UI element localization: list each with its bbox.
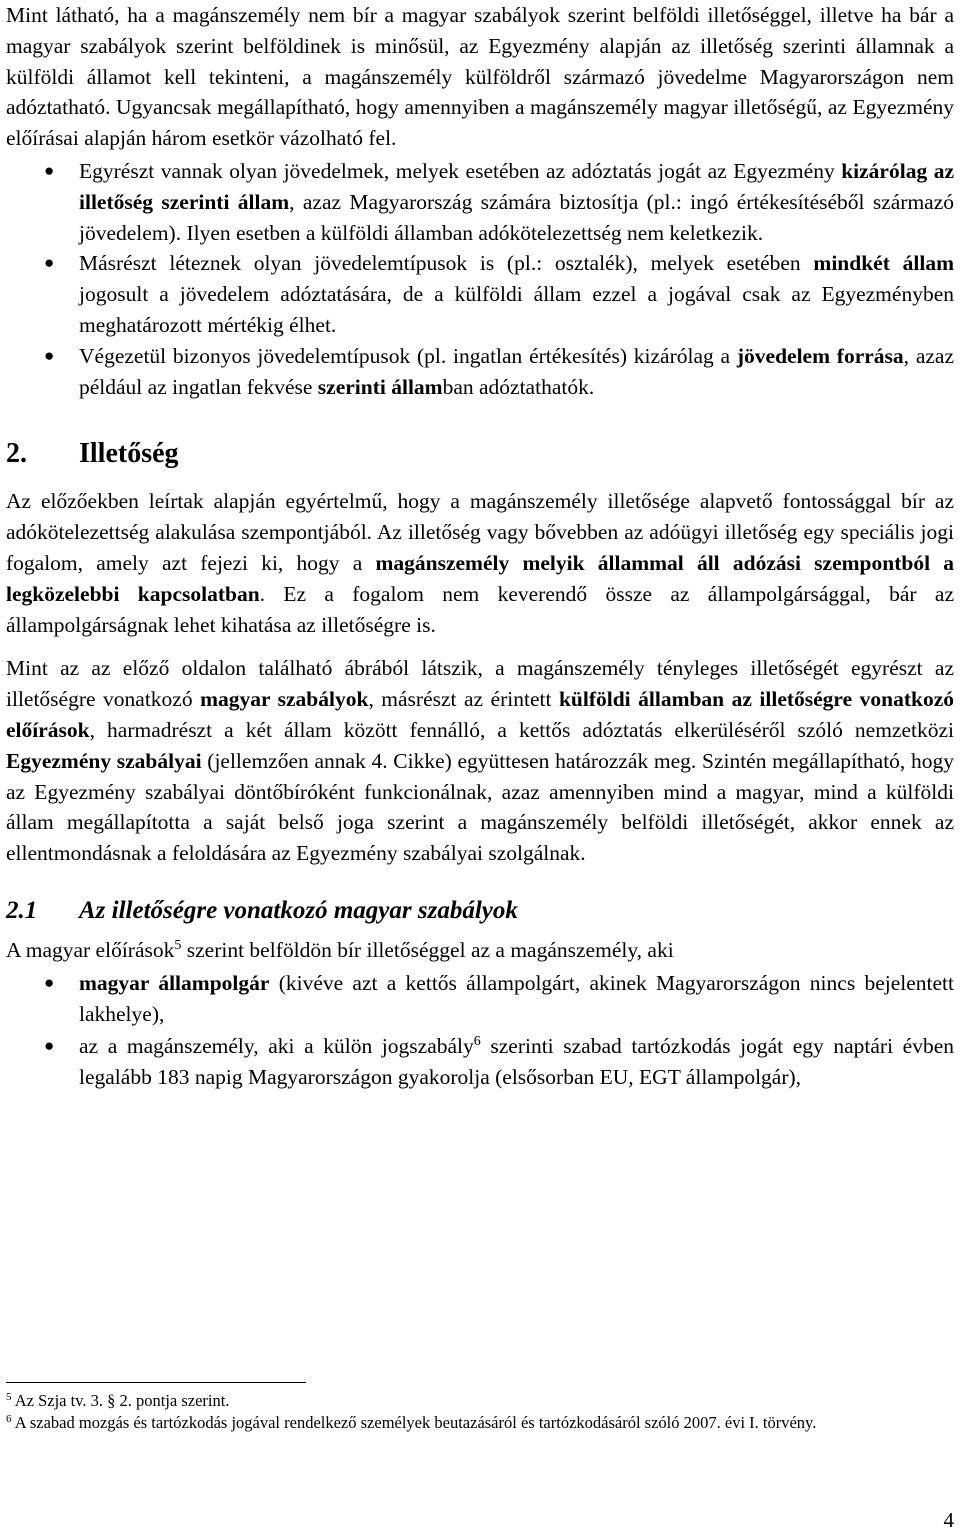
list-resident-criteria	[6, 968, 954, 1093]
bullet-icon: ●	[44, 972, 55, 992]
text-run: Másrészt léteznek olyan jövedelemtípusok is (pl.: osztalék), melyek esetében	[79, 251, 814, 276]
bullet-icon: ●	[44, 160, 55, 180]
footnote-ref: 6	[6, 1413, 12, 1425]
paragraph-hungarian-rules	[6, 935, 954, 966]
bullet-icon: ●	[44, 345, 55, 365]
list-item	[6, 968, 954, 1030]
list-item-text	[79, 159, 954, 245]
list-item	[6, 248, 954, 340]
footnote-6	[6, 1412, 954, 1434]
text-run: Egyrészt vannak olyan jövedelmek, melyek esetében az adóztatás jogát az Egyezmény	[79, 158, 842, 183]
list-item	[6, 341, 954, 403]
text-run: A szabad mozgás és tartózkodás jogával rendelkező személyek beutazásáról és tartózkodásáról szóló 2007. évi I. törvény.	[11, 1413, 817, 1432]
text-run: (kivéve azt a kettős állampolgárt, akinek Magyarországon nincs bejelentett lakhelye),	[79, 970, 954, 1026]
text-run: A magyar előírások	[6, 937, 175, 962]
subsection-heading	[6, 895, 954, 927]
text-run: Az előzőekben leírtak alapján egyértelmű, hogy a magánszemély illetősége alapvető fontossággal bír az adókötelezettség alakulása szempontjából. Az illetőség vagy bővebben az adóügyi illetőség egy speciális jogi fogalom, amely azt fejezi ki, hogy a	[6, 489, 954, 575]
bold-text: szerinti állam	[317, 374, 443, 399]
bold-text: magyar állampolgár	[79, 970, 270, 995]
page-content	[6, 0, 954, 1093]
bullet-icon: ●	[44, 1036, 55, 1056]
bold-text: kizárólag az illetőség szerinti állam	[79, 158, 954, 214]
text-run: , másrészt az érintett	[368, 687, 559, 712]
text-run: . Ez a fogalom nem keverendő össze az állampolgársággal, bár az állampolgárságnak lehet kihatása az illetőségre is.	[6, 581, 954, 637]
text-run: az a magánszemély, aki a külön jogszabály	[79, 1034, 474, 1059]
text-run: Az Szja tv. 3. § 2. pontja szerint.	[11, 1391, 230, 1410]
subsection-title: Az illetőségre vonatkozó magyar szabályok	[79, 896, 518, 924]
footnote-ref: 6	[473, 1034, 481, 1050]
bold-text: jövedelem forrása	[736, 343, 904, 368]
text-run: Mint látható, ha a magánszemély nem bír a magyar szabályok szerint belföldi illetőséggel, illetve ha bár a magyar szabályok szerint belföldinek is minősül, az Egyezmény alapján az illetőség szerinti államnak a külföldi államot kell tekinteni, a magánszemély külföldről származó jövedelme Magyarországon nem adóztatható. Ugyancsak megállapítható, hogy amennyiben a magánszemély magyar illetőségű, az Egyezmény előírásai alapján három esetkör vázolható fel.	[6, 3, 954, 151]
list-item-text	[79, 971, 954, 1026]
text-run: , azaz például az ingatlan fekvése	[79, 343, 954, 399]
bold-text: Egyezmény szabályai	[6, 748, 202, 773]
footnote-ref: 5	[174, 937, 182, 953]
paragraph-residency	[6, 486, 954, 640]
text-run: ban adóztathatók.	[442, 374, 595, 399]
list-item	[6, 156, 954, 248]
text-run: szerinti szabad tartózkodás jogát egy naptári évben legalább 183 napig Magyarországon gyakorolja (elsősorban EU, EGT állampolgár),	[79, 1034, 954, 1090]
list-item	[6, 1031, 954, 1093]
list-item-text	[79, 1034, 954, 1089]
page-number: 4	[943, 1508, 954, 1532]
text-run: (jellemzően annak 4. Cikke) együttesen határozzák meg. Szintén megállapítható, hogy az Egyezmény szabályai döntőbíróként funkcionálnak, azaz amennyiben mind a magyar, mind a külföldi állam megállapította a saját belső joga szerint a magánszemély belföldi illetőségét, akkor ennek az ellentmondásnak a feloldására az Egyezmény szabályai szolgálnak.	[6, 748, 954, 866]
text-run: Végezetül bizonyos jövedelemtípusok (pl. ingatlan értékesítés) kizárólag a	[79, 343, 737, 368]
text-run: , azaz Magyarország számára biztosítja (pl.: ingó értékesítéséből származó jövedelem). Ilyen esetben a külföldi államban adókötelezettség nem keletkezik.	[79, 189, 955, 245]
section-number: 2.	[6, 438, 27, 470]
bullet-icon: ●	[44, 253, 55, 273]
text-run: jogosult a jövedelem adóztatására, de a külföldi állam ezzel a jogával csak az Egyezményben meghatározott mértékig élhet.	[79, 282, 954, 337]
bold-text: külföldi államban az illetőségre vonatkozó előírások	[6, 687, 954, 742]
paragraph-intro	[6, 0, 954, 154]
list-item-text	[79, 251, 954, 337]
bold-text: mindkét állam	[813, 251, 954, 276]
text-run: szerint belföldön bír illetőséggel az a magánszemély, aki	[181, 937, 674, 962]
paragraph-rules	[6, 653, 954, 869]
footnote-5	[6, 1390, 954, 1412]
subsection-number: 2.1	[6, 896, 38, 924]
bold-text: magánszemély melyik állammal áll adózási szempontból a legközelebbi kapcsolatban	[6, 550, 954, 606]
text-run: , harmadrészt a két állam között fennálló, a kettős adóztatás elkerüléséről szóló nemzetközi	[89, 717, 954, 742]
section-title: Illetőség	[79, 438, 179, 470]
list-item-text	[79, 344, 954, 399]
footnote-separator	[6, 1382, 306, 1383]
bold-text: magyar szabályok	[200, 687, 369, 712]
footnotes	[6, 1390, 954, 1434]
footnote-ref: 5	[6, 1391, 12, 1403]
text-run: Mint az az előző oldalon található ábrából látszik, a magánszemély tényleges illetőségét egyrészt az illetőségre vonatkozó	[6, 656, 954, 712]
list-tax-cases	[6, 156, 954, 402]
section-heading	[6, 438, 954, 470]
